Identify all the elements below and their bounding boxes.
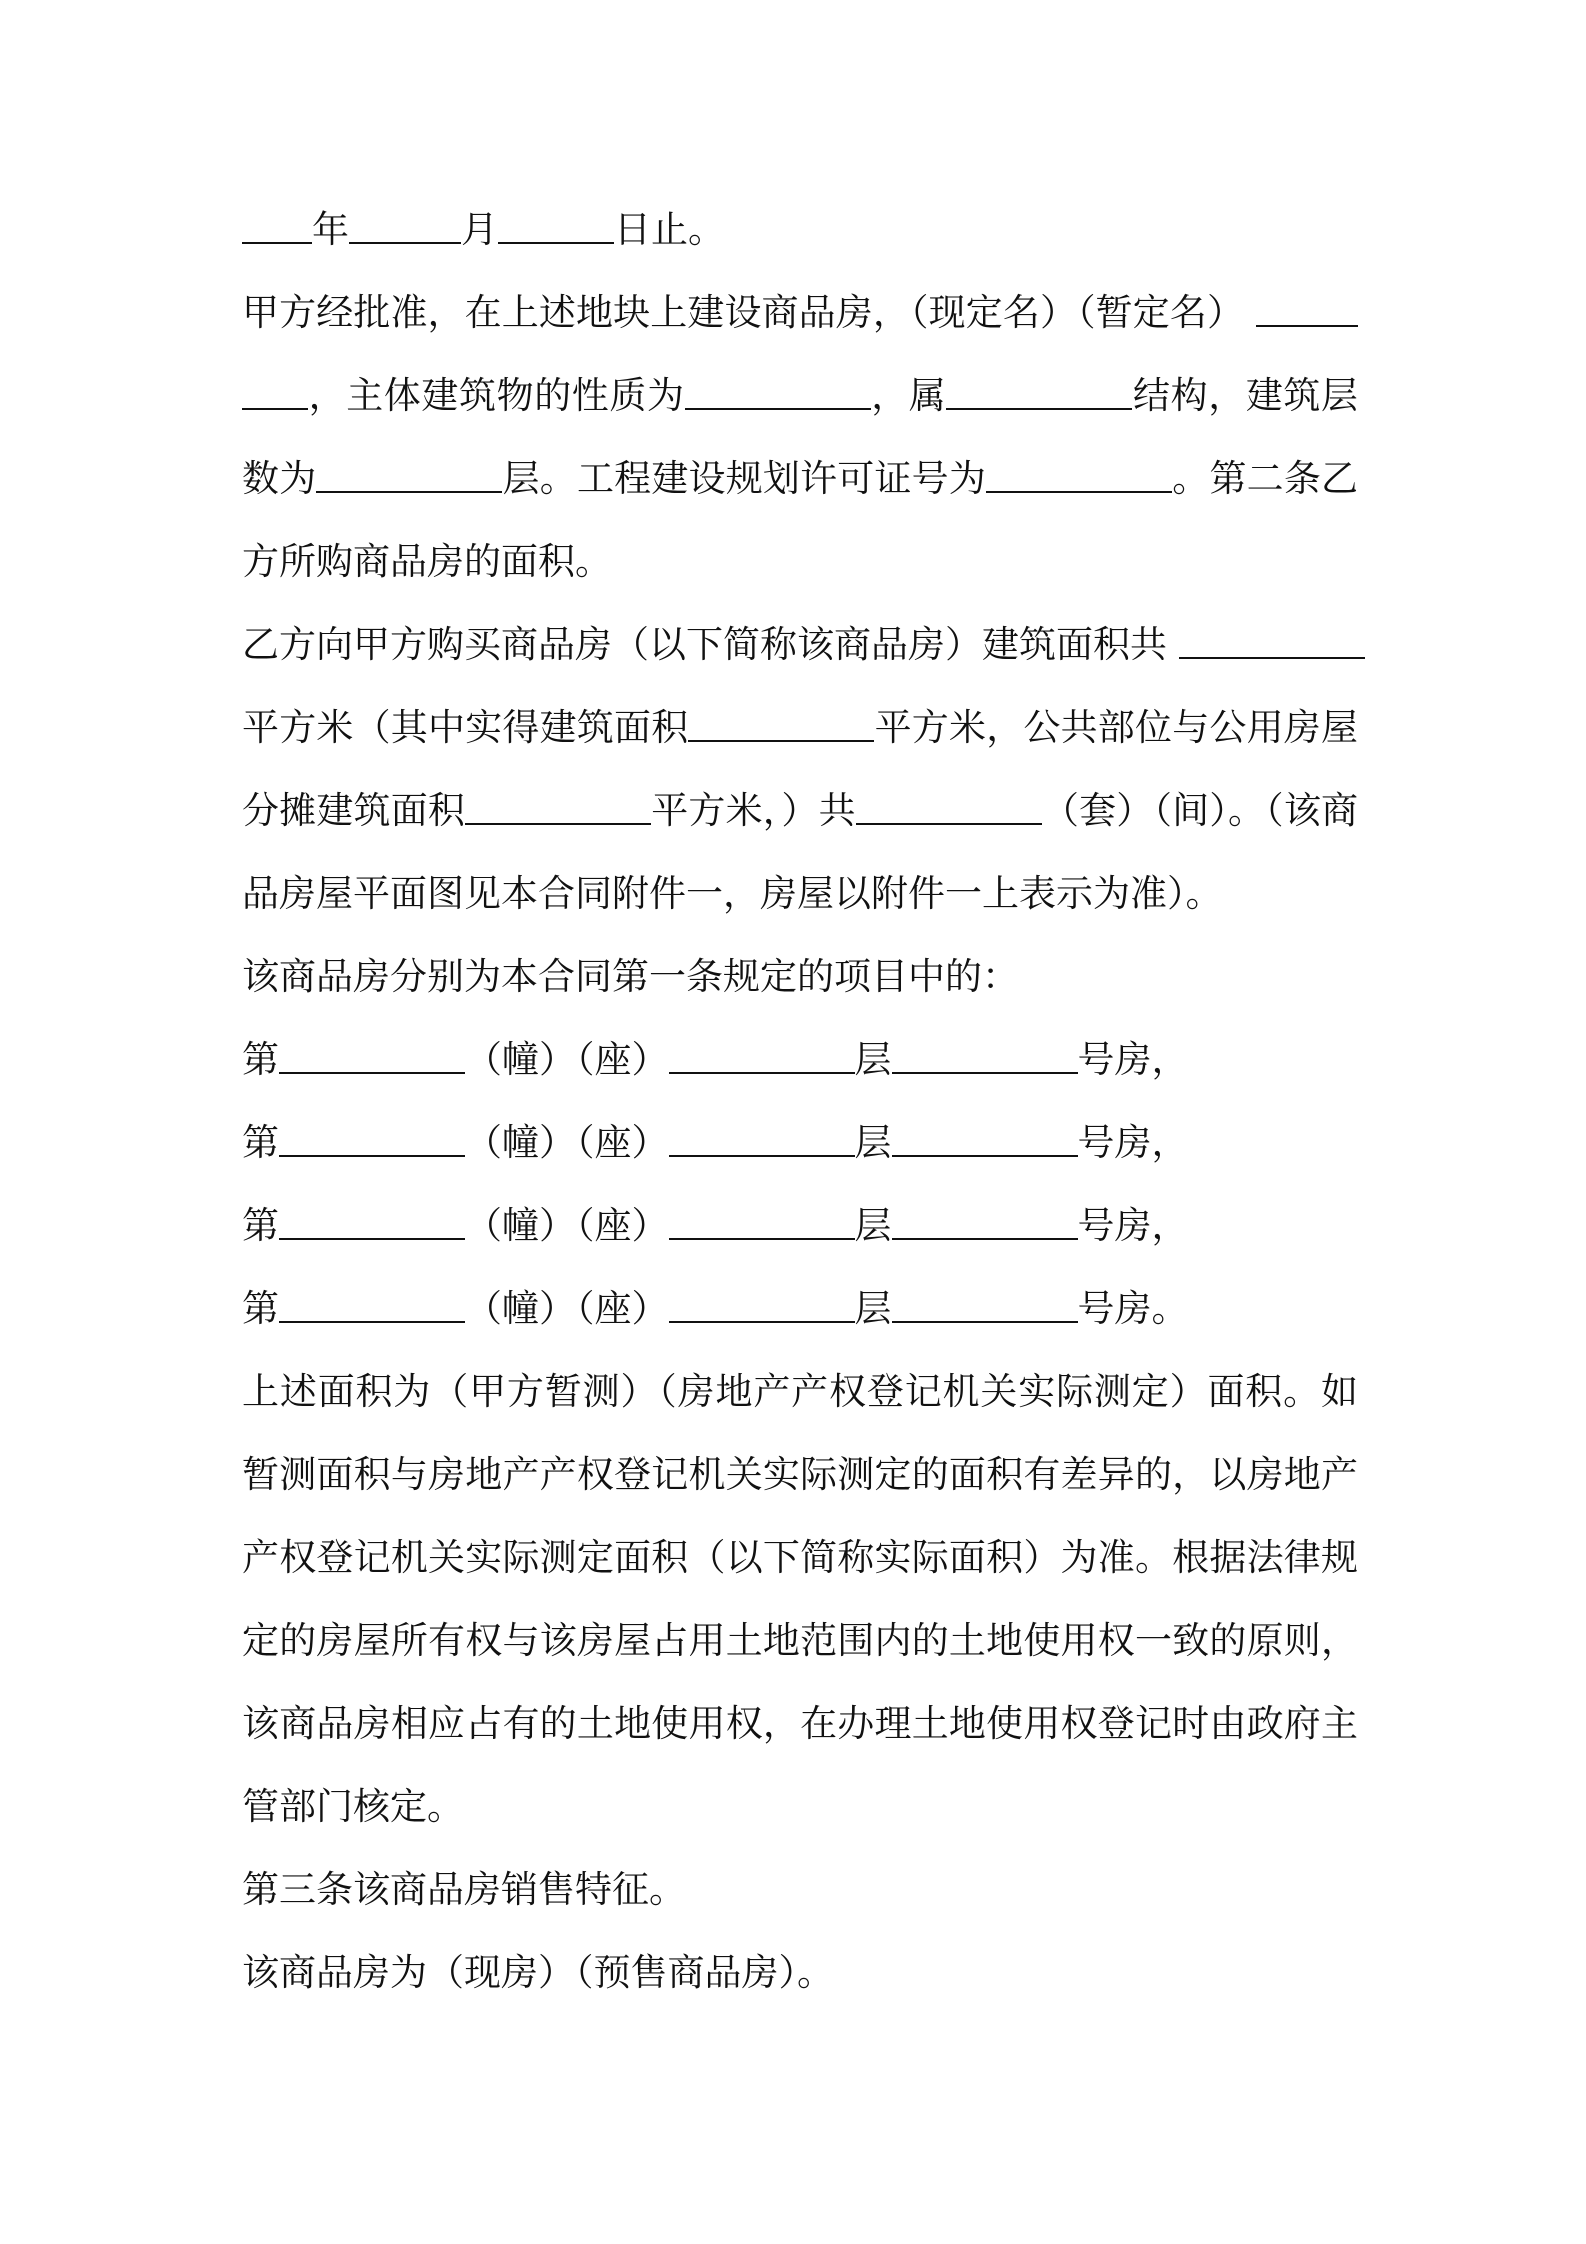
building-blank [279,1032,465,1074]
building-blank [279,1198,465,1240]
unit-row: 第 （幢）（座） 层 号房， [242,1113,1189,1173]
name-blank-cont [242,368,308,410]
day-blank [498,202,614,244]
text-line: 数为 层。工程建设规划许可证号为 。第二条乙 [242,449,1358,509]
text-line: 平方米（其中实得建筑面积 平方米，公共部位与公用房屋 [242,698,1358,758]
structure-blank [946,368,1132,410]
text-line: 该商品房相应占有的土地使用权，在办理土地使用权登记时由政府主 [242,1702,1358,1745]
text-line: 管部门核定。 [242,1785,464,1828]
text-line: 方所购商品房的面积。 [242,540,612,583]
text-line: ，主体建筑物的性质为 ，属 结构，建筑层 [242,366,1358,426]
article-heading: 第三条该商品房销售特征。 [242,1868,686,1911]
text-line: 乙方向甲方购买商品房（以下简称该商品房）建筑面积共 [242,615,1358,675]
name-blank [1256,285,1358,327]
building-blank [279,1115,465,1157]
text-line: 品房屋平面图见本合同附件一，房屋以附件一上表示为准）。 [242,872,1223,915]
text-line: 该商品房分别为本合同第一条规定的项目中的： [242,955,1019,998]
year-blank [242,202,312,244]
text-line: 产权登记机关实际测定面积（以下简称实际面积）为准。根据法律规 [242,1536,1358,1579]
text-line: 甲方经批准，在上述地块上建设商品房，（现定名）（暂定名） [242,283,1358,343]
nature-blank [685,368,871,410]
unit-row: 第 （幢）（座） 层 号房， [242,1196,1189,1256]
floors-blank [316,451,502,493]
area-blank [1179,617,1365,659]
month-blank [349,202,461,244]
room-blank [892,1115,1078,1157]
unit-row: 第 （幢）（座） 层 号房。 [242,1279,1189,1339]
room-blank [892,1032,1078,1074]
floor-blank [669,1281,855,1323]
floor-blank [669,1032,855,1074]
room-blank [892,1281,1078,1323]
room-blank [892,1198,1078,1240]
text-line: 该商品房为（现房）（预售商品房）。 [242,1951,834,1994]
unit-row: 第 （幢）（座） 层 号房， [242,1030,1189,1090]
date-line: 年 月 日止。 [242,200,725,260]
net-area-blank [688,700,874,742]
shared-area-blank [465,783,651,825]
units-blank [856,783,1042,825]
text-line: 上述面积为（甲方暂测）（房地产产权登记机关实际测定）面积。如 [242,1370,1358,1413]
text-line: 分摊建筑面积 平方米，）共 （套）（间）。（该商 [242,781,1358,841]
text-line: 暂测面积与房地产产权登记机关实际测定的面积有差异的，以房地产 [242,1453,1358,1496]
floor-blank [669,1198,855,1240]
floor-blank [669,1115,855,1157]
building-blank [279,1281,465,1323]
permit-blank [986,451,1172,493]
text-line: 定的房屋所有权与该房屋占用土地范围内的土地使用权一致的原则， [242,1619,1358,1662]
